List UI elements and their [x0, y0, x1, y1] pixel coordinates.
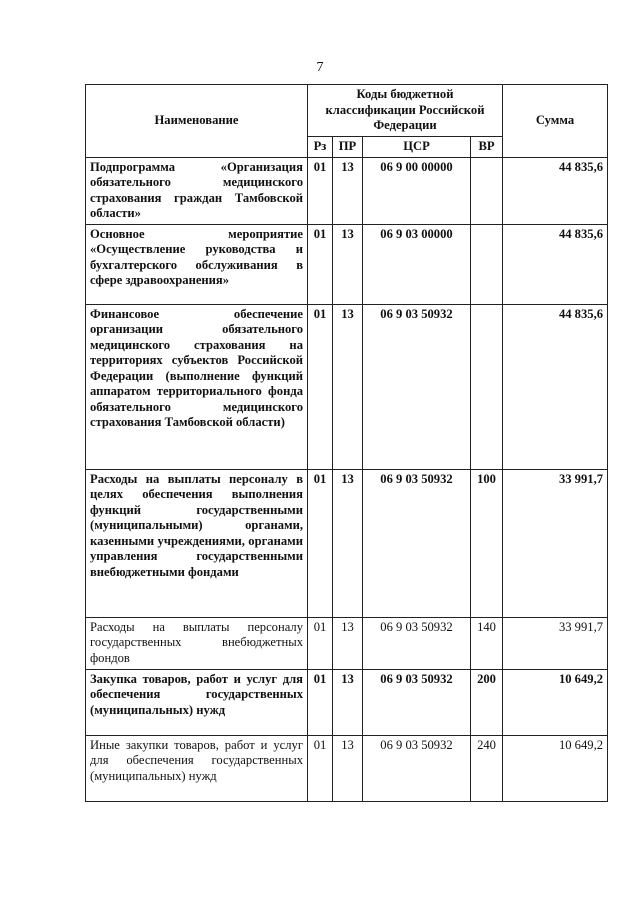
row-pr: 13 — [333, 735, 363, 801]
row-vr: 140 — [471, 617, 503, 669]
table-row — [86, 469, 608, 617]
row-rz: 01 — [308, 469, 333, 617]
header-rz: Рз — [308, 136, 333, 157]
row-name: Основное мероприятие «Осуществление руководства и бухгалтерского обслуживания в сфере здравоохранения» — [86, 224, 308, 304]
table-row — [86, 157, 608, 224]
header-csr: ЦСР — [363, 136, 471, 157]
row-csr: 06 9 03 50932 — [363, 669, 471, 735]
row-vr — [471, 157, 503, 224]
row-sum: 10 649,2 — [503, 735, 608, 801]
row-csr: 06 9 00 00000 — [363, 157, 471, 224]
row-pr: 13 — [333, 304, 363, 469]
table-row — [86, 224, 608, 304]
row-name: Расходы на выплаты персоналу государственных внебюджетных фондов — [86, 617, 308, 669]
row-csr: 06 9 03 50932 — [363, 304, 471, 469]
table-row — [86, 669, 608, 735]
row-rz: 01 — [308, 735, 333, 801]
row-csr: 06 9 03 00000 — [363, 224, 471, 304]
row-sum: 44 835,6 — [503, 157, 608, 224]
row-pr: 13 — [333, 469, 363, 617]
table-row — [86, 617, 608, 669]
row-rz: 01 — [308, 304, 333, 469]
row-sum: 33 991,7 — [503, 469, 608, 617]
row-vr: 200 — [471, 669, 503, 735]
row-sum: 10 649,2 — [503, 669, 608, 735]
row-name: Финансовое обеспечение организации обязательного медицинского страхования на территориях субъектов Российской Федерации (выполнение функций аппаратом территориального фонда обязательного медицинского страхования Тамбовской области) — [86, 304, 308, 469]
row-pr: 13 — [333, 617, 363, 669]
header-pr: ПР — [333, 136, 363, 157]
budget-table — [85, 84, 608, 802]
row-name: Расходы на выплаты персоналу в целях обеспечения выполнения функций государственными (муниципальными) органами, казенными учреждениями, органами управления государственными внебюджетными фондами — [86, 469, 308, 617]
row-name: Подпрограмма «Организация обязательного медицинского страхования граждан Тамбовской области» — [86, 157, 308, 224]
row-pr: 13 — [333, 224, 363, 304]
row-csr: 06 9 03 50932 — [363, 617, 471, 669]
row-rz: 01 — [308, 669, 333, 735]
row-vr: 100 — [471, 469, 503, 617]
row-rz: 01 — [308, 157, 333, 224]
row-name: Закупка товаров, работ и услуг для обеспечения государственных (муниципальных) нужд — [86, 669, 308, 735]
row-rz: 01 — [308, 224, 333, 304]
row-sum: 44 835,6 — [503, 224, 608, 304]
header-sum: Сумма — [503, 85, 608, 158]
header-name: Наименование — [86, 85, 308, 158]
row-sum: 33 991,7 — [503, 617, 608, 669]
table-row — [86, 304, 608, 469]
row-vr — [471, 224, 503, 304]
row-csr: 06 9 03 50932 — [363, 469, 471, 617]
header-vr: ВР — [471, 136, 503, 157]
row-vr — [471, 304, 503, 469]
row-sum: 44 835,6 — [503, 304, 608, 469]
row-vr: 240 — [471, 735, 503, 801]
row-pr: 13 — [333, 157, 363, 224]
row-rz: 01 — [308, 617, 333, 669]
table-row — [86, 735, 608, 801]
header-codes-group: Коды бюджетной классификации Российской Федерации — [308, 85, 503, 137]
row-pr: 13 — [333, 669, 363, 735]
row-csr: 06 9 03 50932 — [363, 735, 471, 801]
page-number: 7 — [316, 60, 324, 75]
row-name: Иные закупки товаров, работ и услуг для обеспечения государственных (муниципальных) нужд — [86, 735, 308, 801]
